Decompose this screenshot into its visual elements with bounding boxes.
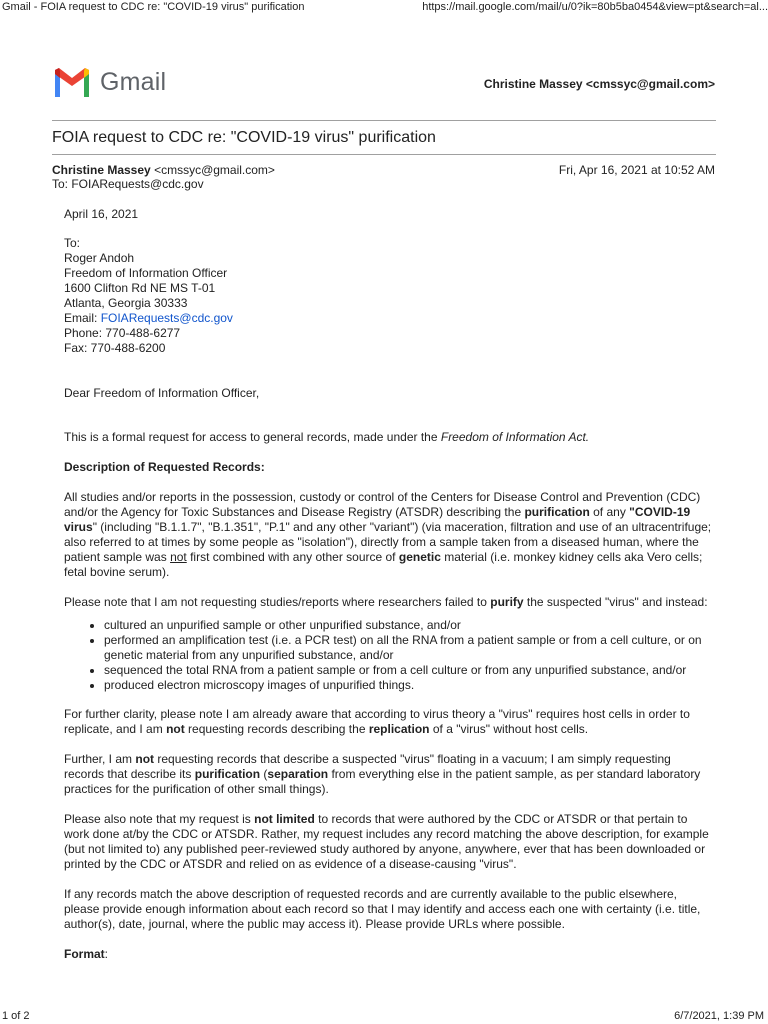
address-phone: Phone: 770-488-6277 <box>64 326 181 340</box>
address-email-label: Email: <box>64 311 101 325</box>
description-heading: Description of Requested Records: <box>64 460 265 474</box>
paragraph-scope <box>64 812 714 872</box>
list-item: • cultured an unpurified sample or other unpurified substance, and/or <box>104 618 714 633</box>
gmail-m-icon <box>52 68 92 98</box>
intro-text: This is a formal request for access to general records, made under the <box>64 430 441 444</box>
text: All studies and/or reports in the possession, custody or control of the Centers for Disease Control and Prevention (CDC) and/or the Agency for Toxic Substances and Disease Registry (ATSDR) describing the <box>64 490 701 519</box>
emphasis: not <box>135 752 155 766</box>
text: of any <box>589 505 630 519</box>
text: from everything else in the patient sample, as per standard laboratory practices for the purification of other small things). <box>64 767 701 796</box>
text: ( <box>260 767 268 781</box>
recipient-line: To: FOIARequests@cdc.gov <box>52 177 204 191</box>
intro-act: Freedom of Information Act. <box>440 430 590 444</box>
emphasis: not limited <box>254 812 315 826</box>
paragraph-public-records: If any records match the above description of requested records and are currently available to the public elsewhere, please provide enough information about each record so that I may identify and access each one with certainty (i.e. title, author(s), date, journal, where the public may access it). Please provide URLs where possible. <box>64 887 701 931</box>
address-name: Roger Andoh <box>64 251 135 265</box>
emphasis-underline: not <box>170 550 187 564</box>
gmail-wordmark: Gmail <box>100 68 167 96</box>
text: For further clarity, please note I am already aware that according to virus theory a "virus" requires host cells in order to replicate, and I am <box>64 707 690 736</box>
print-footer <box>0 1008 768 1024</box>
sender-name: Christine Massey <box>52 163 151 177</box>
text: " (including "B.1.1.7", "B.1.351", "P.1" and any other "variant") (via maceration, filtration and use of an ultracentrifuge; also referred to at times by some people as "isolation"), directly from a sample taken from a diseased human, where the patient sample was <box>64 520 712 564</box>
letter-date: April 16, 2021 <box>64 207 139 221</box>
emphasis: purification <box>194 767 261 781</box>
address-title: Freedom of Information Officer <box>64 266 228 280</box>
print-header <box>0 0 768 18</box>
format-heading <box>64 947 714 962</box>
text: of a "virus" without host cells. <box>429 722 589 736</box>
text: material (i.e. monkey kidney cells aka Vero cells; fetal bovine serum). <box>64 550 703 579</box>
page-number: 1 of 2 <box>2 1010 30 1022</box>
sender-email: <cmssyc@gmail.com> <box>154 163 275 177</box>
sender-line <box>52 163 275 177</box>
address-city: Atlanta, Georgia 30333 <box>64 296 188 310</box>
address-block <box>64 236 714 356</box>
text: the suspected "virus" and instead: <box>523 595 708 609</box>
text: requesting records that describe a suspected "virus" floating in a vacuum; I am simply requesting records that describe its <box>64 752 671 781</box>
email-subject: FOIA request to CDC re: "COVID-19 virus" purification <box>52 129 436 146</box>
emphasis: separation <box>267 767 329 781</box>
address-street: 1600 Clifton Rd NE MS T-01 <box>64 281 216 295</box>
text: requesting records describing the <box>184 722 369 736</box>
account-identity: Christine Massey <cmssyc@gmail.com> <box>483 77 715 91</box>
exclusion-list <box>64 618 714 693</box>
intro-paragraph <box>64 430 714 445</box>
message-date: Fri, Apr 16, 2021 at 10:52 AM <box>558 163 715 177</box>
list-item: • produced electron microscopy images of unpurified things. <box>104 678 714 693</box>
emphasis: purification <box>524 505 590 519</box>
address-email-link[interactable]: FOIARequests@cdc.gov <box>100 311 233 325</box>
text: first combined with any other source of <box>186 550 399 564</box>
paragraph-host-cells <box>64 707 714 737</box>
address-fax: Fax: 770-488-6200 <box>64 341 166 355</box>
emphasis: not <box>166 722 185 736</box>
emphasis: purify <box>490 595 524 609</box>
address-to-label: To: <box>64 236 81 250</box>
emphasis: genetic <box>398 550 441 564</box>
divider <box>52 120 716 121</box>
salutation: Dear Freedom of Information Officer, <box>64 386 260 400</box>
divider <box>52 154 716 155</box>
text: Further, I am <box>64 752 136 766</box>
emphasis: replication <box>368 722 430 736</box>
paragraph-vacuum <box>64 752 714 797</box>
text: Please note that I am not requesting studies/reports where researchers failed to <box>64 595 491 609</box>
print-header-url: https://mail.google.com/mail/u/0?ik=80b5ba0454&view=pt&search=al... <box>422 1 768 13</box>
message-body <box>64 207 714 962</box>
list-item: • sequenced the total RNA from a patient sample or from a cell culture or from any unpurified substance, and/or <box>104 663 714 678</box>
gmail-logo <box>52 66 182 102</box>
emphasis: "COVID-19 virus <box>64 505 691 534</box>
text: to records that were authored by the CDC or ATSDR or that pertain to work done at/by the CDC or ATSDR. Rather, my request includes any record matching the above description, for example (but not limited to) any published peer-reviewed study authored by anyone, anywhere, ever that has been downloaded or printed by the CDC or ATSDR and relied on as evidence of a disease-causing "virus". <box>64 812 709 871</box>
list-item: • performed an amplification test (i.e. a PCR test) on all the RNA from a patient sample or from a cell culture, or on genetic material from any unpurified substance, and/or <box>104 633 714 663</box>
print-header-title: Gmail - FOIA request to CDC re: "COVID-19 virus" purification <box>2 1 305 13</box>
address-email-line <box>64 311 714 326</box>
paragraph-records <box>64 490 714 580</box>
print-timestamp: 6/7/2021, 1:39 PM <box>674 1010 764 1022</box>
format-label: Format <box>64 947 105 961</box>
text: Please also note that my request is <box>64 812 255 826</box>
paragraph-not-requesting <box>64 595 714 610</box>
format-colon: : <box>104 947 109 961</box>
